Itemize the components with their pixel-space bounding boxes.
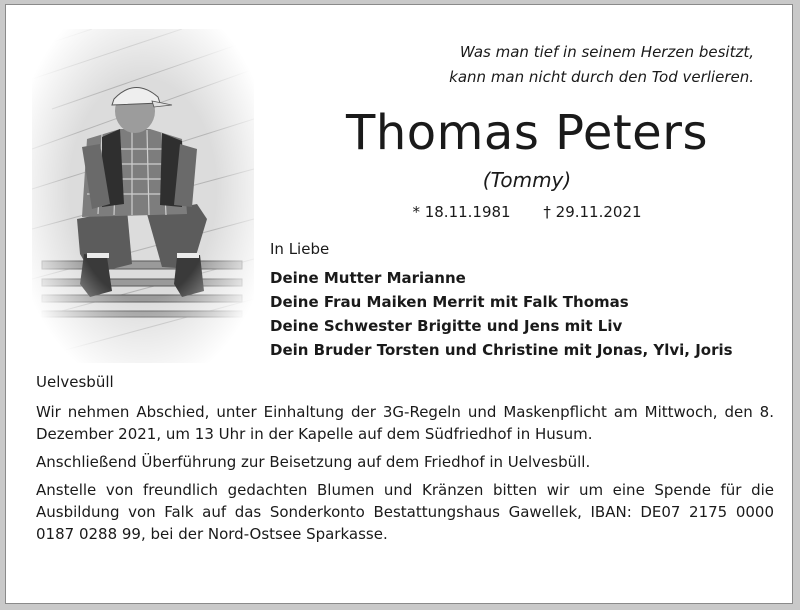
place-name: Uelvesbüll xyxy=(36,373,114,391)
mourners-list xyxy=(270,266,733,362)
quote-line-1: Was man tief in seinem Herzen besitzt, xyxy=(459,43,754,61)
funeral-paragraph: Wir nehmen Abschied, unter Einhaltung der 3G-Regeln und Maskenpflicht am Mittwoch, den 8. Dezember 2021, um 13 Uhr in der Kapelle auf dem Südfriedhof in Husum. xyxy=(36,403,774,443)
portrait-photo xyxy=(32,29,254,363)
mourner-line: Dein Bruder Torsten und Christine mit Jonas, Ylvi, Joris xyxy=(270,341,733,359)
birth-date: * 18.11.1981 xyxy=(412,203,511,221)
burial-paragraph: Anschließend Überführung zur Beisetzung auf dem Friedhof in Uelvesbüll. xyxy=(36,453,591,471)
obituary-notice xyxy=(5,4,793,604)
donation-paragraph: Anstelle von freundlich gedachten Blumen und Kränzen bitten wir um eine Spende für die Ausbildung von Falk auf das Sonderkonto Bestattungshaus Gawellek, IBAN: DE07 2175 0000 0187 0288 99, bei der Nord-Ostsee Sparkasse. xyxy=(36,481,774,543)
memorial-quote xyxy=(334,40,754,90)
death-date: † 29.11.2021 xyxy=(543,203,642,221)
mourner-line: Deine Frau Maiken Merrit mit Falk Thomas xyxy=(270,293,629,311)
mourners-intro: In Liebe xyxy=(270,240,330,258)
quote-line-2: kann man nicht durch den Tod verlieren. xyxy=(449,68,754,86)
deceased-name: Thomas Peters xyxy=(346,105,708,161)
mourner-line: Deine Schwester Brigitte und Jens mit Liv xyxy=(270,317,623,335)
notice-body xyxy=(36,401,774,551)
mourner-line: Deine Mutter Marianne xyxy=(270,269,466,287)
deceased-nickname: (Tommy) xyxy=(482,168,572,192)
life-dates xyxy=(274,201,780,223)
